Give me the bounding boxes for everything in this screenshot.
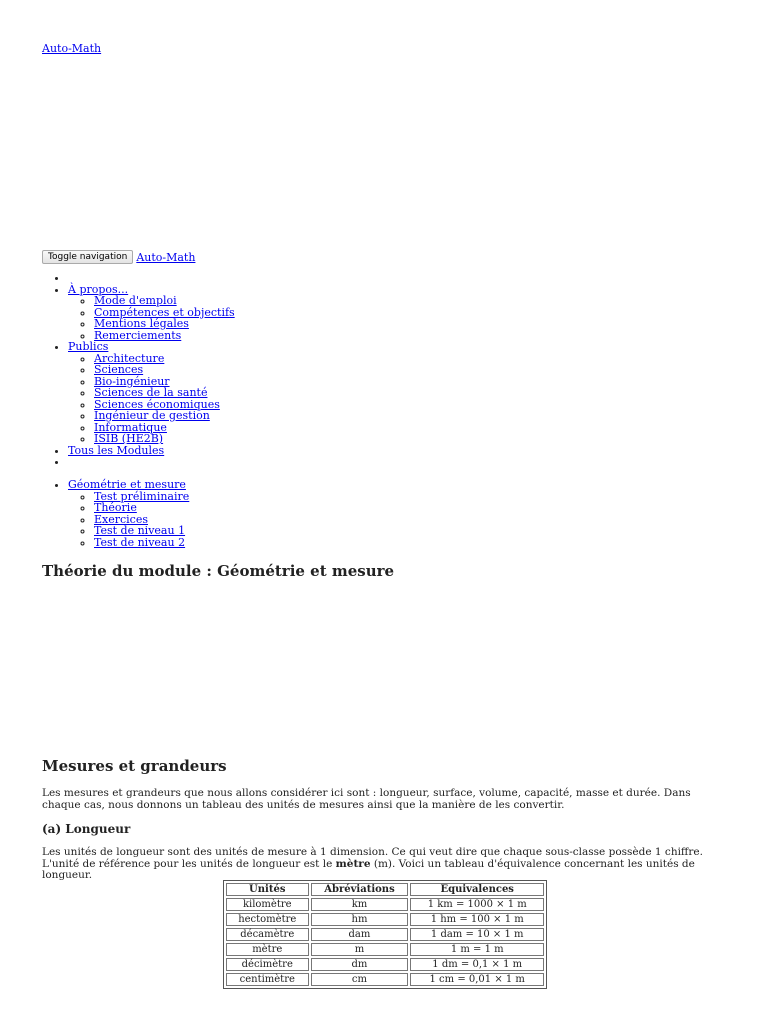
table-cell: hectomètre bbox=[226, 913, 309, 926]
table-cell: 1 hm = 100 × 1 m bbox=[410, 913, 544, 926]
table-row bbox=[226, 943, 544, 956]
publics-submenu bbox=[68, 353, 235, 445]
submenu-link[interactable]: Mode d'emploi bbox=[94, 294, 177, 307]
menu-publics bbox=[68, 341, 235, 445]
longueur-title: (a) Longueur bbox=[42, 822, 131, 836]
menu-publics-link[interactable]: Publics bbox=[68, 340, 109, 353]
table-cell: dam bbox=[311, 928, 409, 941]
table-header: Equivalences bbox=[410, 883, 544, 896]
submenu-link[interactable]: Sciences économiques bbox=[94, 397, 220, 411]
table-cell: kilomètre bbox=[226, 898, 309, 911]
submenu-link[interactable]: ISIB (HE2B) bbox=[94, 432, 164, 445]
submenu-link[interactable]: Compétences et objectifs bbox=[94, 305, 235, 319]
table-cell: cm bbox=[311, 973, 409, 986]
top-site-link[interactable]: Auto-Math bbox=[42, 42, 102, 55]
table-row bbox=[226, 973, 544, 986]
submenu-link[interactable]: Test préliminaire bbox=[94, 489, 190, 503]
submenu-link[interactable]: Bio-ingénieur bbox=[94, 374, 170, 388]
menu-empty-item bbox=[68, 456, 235, 468]
table-cell: mètre bbox=[226, 943, 309, 956]
submenu-link[interactable]: Test de niveau 2 bbox=[94, 535, 186, 549]
submenu-link[interactable]: Ingénieur de gestion bbox=[94, 409, 210, 422]
longueur-text-after: (m). Voici un tableau d'équivalence concernant les unités de longueur. bbox=[42, 857, 695, 881]
table-row bbox=[226, 928, 544, 941]
navbar bbox=[42, 250, 195, 264]
module-menu-root bbox=[68, 479, 189, 548]
table-cell: décimètre bbox=[226, 958, 309, 971]
table-cell: 1 km = 1000 × 1 m bbox=[410, 898, 544, 911]
submenu-link[interactable]: Remerciements bbox=[94, 328, 182, 342]
table-cell: 1 dam = 10 × 1 m bbox=[410, 928, 544, 941]
table-cell: 1 m = 1 m bbox=[410, 943, 544, 956]
longueur-text-bold: mètre bbox=[335, 857, 371, 870]
table-cell: m bbox=[311, 943, 409, 956]
module-submenu bbox=[68, 491, 189, 549]
submenu-link[interactable]: Informatique bbox=[94, 420, 167, 434]
submenu-link[interactable]: Sciences bbox=[94, 363, 144, 376]
submenu-link[interactable]: Architecture bbox=[94, 351, 165, 365]
submenu-item bbox=[94, 537, 189, 549]
menu-tous-modules-link[interactable]: Tous les Modules bbox=[68, 443, 165, 457]
module-menu-link[interactable]: Géométrie et mesure bbox=[68, 478, 186, 491]
length-units-table bbox=[223, 880, 547, 989]
table-header: Unités bbox=[226, 883, 309, 896]
longueur-text-before: Les unités de longueur sont des unités de mesure à 1 dimension. Ce qui veut dire que chaque sous-classe possède 1 chiffre. L'unité de référence pour les unités de longueur est le bbox=[42, 846, 703, 870]
table-cell: décamètre bbox=[226, 928, 309, 941]
apropos-submenu bbox=[68, 295, 235, 341]
table-cell: km bbox=[311, 898, 409, 911]
table-cell: hm bbox=[311, 913, 409, 926]
table-row bbox=[226, 913, 544, 926]
submenu-link[interactable]: Test de niveau 1 bbox=[94, 524, 186, 537]
navbar-brand-link[interactable]: Auto-Math bbox=[136, 250, 196, 264]
table-header: Abréviations bbox=[311, 883, 409, 896]
submenu-link[interactable]: Exercices bbox=[94, 512, 148, 526]
table-row bbox=[226, 958, 544, 971]
submenu-item bbox=[94, 330, 235, 342]
table-cell: 1 cm = 0,01 × 1 m bbox=[410, 973, 544, 986]
table-header-row bbox=[226, 883, 544, 896]
page-title: Théorie du module : Géométrie et mesure bbox=[42, 562, 395, 580]
section-title: Mesures et grandeurs bbox=[42, 757, 227, 775]
menu-apropos bbox=[68, 284, 235, 342]
table-cell: 1 dm = 0,1 × 1 m bbox=[410, 958, 544, 971]
submenu-link[interactable]: Mentions légales bbox=[94, 317, 189, 330]
main-menu bbox=[42, 272, 235, 468]
table-cell: centimètre bbox=[226, 973, 309, 986]
menu-tous-modules bbox=[68, 445, 235, 457]
table-row bbox=[226, 898, 544, 911]
submenu-link[interactable]: Théorie bbox=[94, 501, 137, 514]
longueur-text bbox=[42, 847, 732, 882]
table-cell: dm bbox=[311, 958, 409, 971]
toggle-navigation-button[interactable]: Toggle navigation bbox=[42, 250, 133, 264]
section-intro: Les mesures et grandeurs que nous allons considérer ici sont : longueur, surface, volume, capacité, masse et durée. Dans chaque cas, nous donnons un tableau des unités de mesures ainsi que la manière de les convertir. bbox=[42, 787, 691, 811]
module-menu bbox=[42, 479, 189, 548]
submenu-link[interactable]: Sciences de la santé bbox=[94, 386, 208, 399]
menu-apropos-link[interactable]: À propos... bbox=[68, 282, 129, 296]
